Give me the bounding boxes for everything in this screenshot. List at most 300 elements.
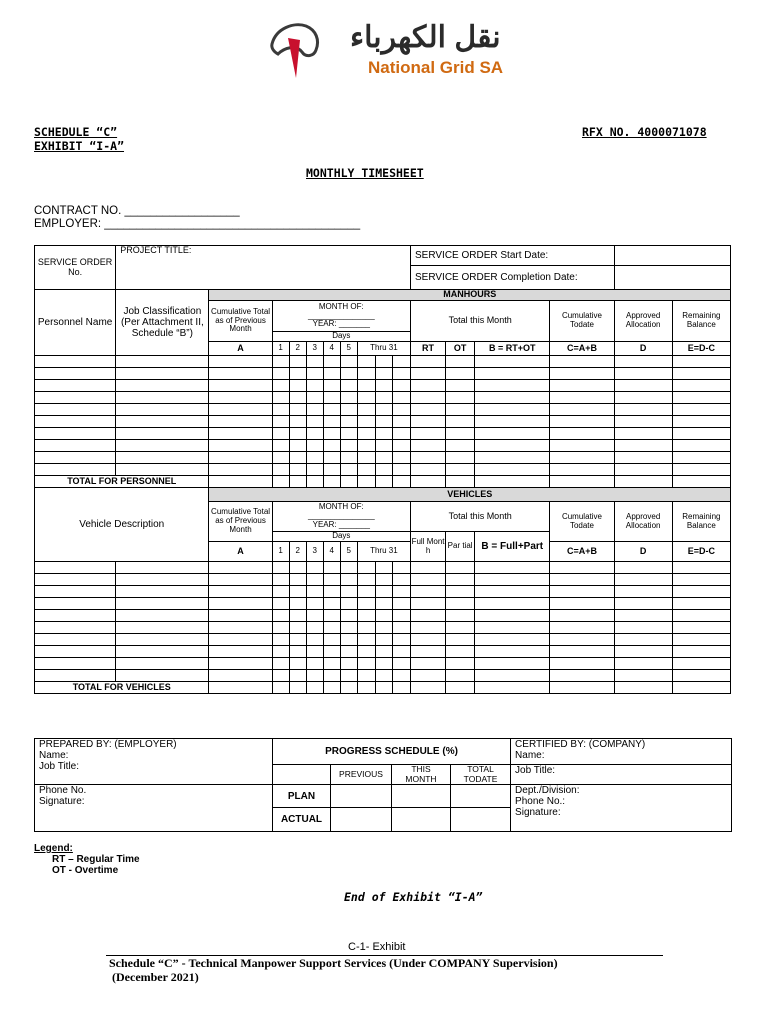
entry-cell[interactable] [340, 356, 357, 368]
entry-cell[interactable] [375, 428, 392, 440]
entry-cell[interactable] [306, 598, 323, 610]
entry-cell[interactable] [446, 610, 475, 622]
entry-cell[interactable] [289, 380, 306, 392]
entry-cell[interactable] [340, 586, 357, 598]
entry-cell[interactable] [289, 416, 306, 428]
entry-cell[interactable] [289, 452, 306, 464]
entry-cell[interactable] [392, 404, 410, 416]
entry-cell[interactable] [272, 670, 289, 682]
entry-cell[interactable] [672, 428, 730, 440]
entry-cell[interactable] [323, 658, 340, 670]
entry-cell[interactable] [550, 356, 614, 368]
actual-previous-cell[interactable] [331, 808, 392, 832]
entry-cell[interactable] [446, 586, 475, 598]
entry-cell[interactable] [475, 670, 550, 682]
total-cell[interactable] [392, 476, 410, 488]
entry-cell[interactable] [116, 428, 209, 440]
entry-cell[interactable] [272, 658, 289, 670]
entry-cell[interactable] [411, 416, 446, 428]
entry-cell[interactable] [289, 464, 306, 476]
entry-cell[interactable] [323, 452, 340, 464]
entry-cell[interactable] [35, 392, 116, 404]
entry-cell[interactable] [411, 368, 446, 380]
entry-cell[interactable] [323, 598, 340, 610]
entry-cell[interactable] [306, 658, 323, 670]
entry-cell[interactable] [306, 368, 323, 380]
entry-cell[interactable] [35, 356, 116, 368]
entry-cell[interactable] [306, 356, 323, 368]
entry-cell[interactable] [209, 574, 272, 586]
total-cell[interactable] [475, 682, 550, 694]
entry-cell[interactable] [672, 380, 730, 392]
entry-cell[interactable] [357, 380, 375, 392]
entry-cell[interactable] [411, 428, 446, 440]
entry-cell[interactable] [672, 610, 730, 622]
total-cell[interactable] [272, 476, 289, 488]
entry-cell[interactable] [357, 574, 375, 586]
entry-cell[interactable] [209, 598, 272, 610]
entry-cell[interactable] [614, 392, 672, 404]
actual-this-month-cell[interactable] [392, 808, 451, 832]
entry-cell[interactable] [411, 658, 446, 670]
entry-cell[interactable] [323, 392, 340, 404]
entry-cell[interactable] [392, 380, 410, 392]
entry-cell[interactable] [357, 452, 375, 464]
entry-cell[interactable] [340, 670, 357, 682]
entry-cell[interactable] [209, 634, 272, 646]
certified-job-title-field[interactable]: Job Title: [511, 765, 732, 785]
entry-cell[interactable] [306, 670, 323, 682]
entry-cell[interactable] [446, 356, 475, 368]
entry-cell[interactable] [614, 562, 672, 574]
entry-cell[interactable] [357, 404, 375, 416]
entry-cell[interactable] [209, 586, 272, 598]
entry-cell[interactable] [116, 574, 209, 586]
entry-cell[interactable] [323, 622, 340, 634]
entry-cell[interactable] [289, 404, 306, 416]
entry-cell[interactable] [116, 634, 209, 646]
entry-cell[interactable] [306, 634, 323, 646]
entry-cell[interactable] [446, 428, 475, 440]
total-cell[interactable] [411, 682, 446, 694]
entry-cell[interactable] [357, 440, 375, 452]
entry-cell[interactable] [375, 670, 392, 682]
entry-cell[interactable] [116, 670, 209, 682]
entry-cell[interactable] [375, 368, 392, 380]
entry-cell[interactable] [375, 464, 392, 476]
contract-field[interactable]: CONTRACT NO. __________________ [34, 205, 240, 217]
entry-cell[interactable] [614, 380, 672, 392]
entry-cell[interactable] [614, 610, 672, 622]
entry-cell[interactable] [392, 464, 410, 476]
entry-cell[interactable] [614, 634, 672, 646]
entry-cell[interactable] [340, 452, 357, 464]
entry-cell[interactable] [550, 452, 614, 464]
entry-cell[interactable] [392, 586, 410, 598]
entry-cell[interactable] [614, 586, 672, 598]
entry-cell[interactable] [116, 646, 209, 658]
entry-cell[interactable] [392, 574, 410, 586]
entry-cell[interactable] [550, 440, 614, 452]
entry-cell[interactable] [35, 464, 116, 476]
entry-cell[interactable] [672, 440, 730, 452]
entry-cell[interactable] [306, 464, 323, 476]
total-cell[interactable] [672, 476, 730, 488]
entry-cell[interactable] [446, 368, 475, 380]
entry-cell[interactable] [289, 562, 306, 574]
entry-cell[interactable] [392, 428, 410, 440]
entry-cell[interactable] [340, 416, 357, 428]
total-cell[interactable] [323, 682, 340, 694]
total-cell[interactable] [340, 682, 357, 694]
entry-cell[interactable] [475, 586, 550, 598]
entry-cell[interactable] [116, 658, 209, 670]
entry-cell[interactable] [672, 658, 730, 670]
entry-cell[interactable] [392, 610, 410, 622]
entry-cell[interactable] [306, 646, 323, 658]
entry-cell[interactable] [289, 658, 306, 670]
entry-cell[interactable] [614, 440, 672, 452]
entry-cell[interactable] [672, 622, 730, 634]
entry-cell[interactable] [272, 464, 289, 476]
entry-cell[interactable] [446, 634, 475, 646]
entry-cell[interactable] [672, 368, 730, 380]
entry-cell[interactable] [306, 562, 323, 574]
plan-total-todate-cell[interactable] [451, 785, 511, 808]
entry-cell[interactable] [375, 646, 392, 658]
entry-cell[interactable] [116, 380, 209, 392]
entry-cell[interactable] [411, 452, 446, 464]
entry-cell[interactable] [550, 428, 614, 440]
entry-cell[interactable] [614, 598, 672, 610]
entry-cell[interactable] [209, 562, 272, 574]
entry-cell[interactable] [323, 464, 340, 476]
entry-cell[interactable] [209, 368, 272, 380]
entry-cell[interactable] [272, 634, 289, 646]
entry-cell[interactable] [475, 404, 550, 416]
entry-cell[interactable] [550, 562, 614, 574]
project-title-field[interactable]: PROJECT TITLE: [116, 246, 411, 290]
total-cell[interactable] [209, 476, 272, 488]
entry-cell[interactable] [209, 646, 272, 658]
entry-cell[interactable] [357, 586, 375, 598]
entry-cell[interactable] [323, 574, 340, 586]
entry-cell[interactable] [272, 392, 289, 404]
entry-cell[interactable] [323, 404, 340, 416]
entry-cell[interactable] [375, 610, 392, 622]
entry-cell[interactable] [614, 404, 672, 416]
entry-cell[interactable] [614, 416, 672, 428]
entry-cell[interactable] [323, 356, 340, 368]
entry-cell[interactable] [357, 658, 375, 670]
entry-cell[interactable] [340, 392, 357, 404]
entry-cell[interactable] [475, 380, 550, 392]
entry-cell[interactable] [392, 634, 410, 646]
entry-cell[interactable] [35, 452, 116, 464]
entry-cell[interactable] [357, 610, 375, 622]
entry-cell[interactable] [35, 380, 116, 392]
entry-cell[interactable] [446, 464, 475, 476]
entry-cell[interactable] [116, 416, 209, 428]
entry-cell[interactable] [550, 670, 614, 682]
entry-cell[interactable] [475, 416, 550, 428]
year-label[interactable]: YEAR: _______ [312, 319, 370, 329]
entry-cell[interactable] [411, 404, 446, 416]
entry-cell[interactable] [475, 440, 550, 452]
entry-cell[interactable] [289, 574, 306, 586]
entry-cell[interactable] [272, 598, 289, 610]
entry-cell[interactable] [340, 658, 357, 670]
entry-cell[interactable] [209, 416, 272, 428]
entry-cell[interactable] [289, 356, 306, 368]
entry-cell[interactable] [375, 562, 392, 574]
entry-cell[interactable] [209, 658, 272, 670]
entry-cell[interactable] [446, 404, 475, 416]
entry-cell[interactable] [446, 380, 475, 392]
entry-cell[interactable] [446, 670, 475, 682]
entry-cell[interactable] [289, 634, 306, 646]
entry-cell[interactable] [375, 634, 392, 646]
entry-cell[interactable] [392, 356, 410, 368]
entry-cell[interactable] [306, 574, 323, 586]
total-cell[interactable] [672, 682, 730, 694]
entry-cell[interactable] [340, 574, 357, 586]
entry-cell[interactable] [289, 610, 306, 622]
total-cell[interactable] [357, 682, 375, 694]
entry-cell[interactable] [357, 356, 375, 368]
entry-cell[interactable] [209, 622, 272, 634]
entry-cell[interactable] [116, 598, 209, 610]
entry-cell[interactable] [392, 392, 410, 404]
total-cell[interactable] [411, 476, 446, 488]
entry-cell[interactable] [306, 610, 323, 622]
total-cell[interactable] [375, 476, 392, 488]
total-cell[interactable] [475, 476, 550, 488]
entry-cell[interactable] [672, 646, 730, 658]
certified-signature-field[interactable]: Signature: [515, 807, 561, 818]
entry-cell[interactable] [475, 452, 550, 464]
entry-cell[interactable] [375, 622, 392, 634]
so-start-date-field[interactable] [614, 246, 730, 266]
entry-cell[interactable] [411, 670, 446, 682]
entry-cell[interactable] [272, 368, 289, 380]
entry-cell[interactable] [614, 356, 672, 368]
entry-cell[interactable] [272, 610, 289, 622]
entry-cell[interactable] [446, 452, 475, 464]
entry-cell[interactable] [289, 622, 306, 634]
entry-cell[interactable] [672, 404, 730, 416]
entry-cell[interactable] [209, 356, 272, 368]
entry-cell[interactable] [392, 598, 410, 610]
entry-cell[interactable] [289, 598, 306, 610]
entry-cell[interactable] [306, 428, 323, 440]
entry-cell[interactable] [340, 368, 357, 380]
entry-cell[interactable] [306, 380, 323, 392]
entry-cell[interactable] [323, 380, 340, 392]
entry-cell[interactable] [340, 464, 357, 476]
total-cell[interactable] [446, 476, 475, 488]
entry-cell[interactable] [475, 464, 550, 476]
entry-cell[interactable] [306, 404, 323, 416]
vehicle-month-of-line[interactable]: _______________ [307, 511, 375, 521]
entry-cell[interactable] [35, 670, 116, 682]
entry-cell[interactable] [35, 598, 116, 610]
entry-cell[interactable] [475, 622, 550, 634]
entry-cell[interactable] [475, 562, 550, 574]
entry-cell[interactable] [357, 464, 375, 476]
entry-cell[interactable] [116, 440, 209, 452]
prepared-name-field[interactable]: Name: [39, 750, 69, 761]
entry-cell[interactable] [340, 440, 357, 452]
entry-cell[interactable] [672, 586, 730, 598]
entry-cell[interactable] [550, 610, 614, 622]
entry-cell[interactable] [446, 392, 475, 404]
entry-cell[interactable] [550, 574, 614, 586]
entry-cell[interactable] [35, 646, 116, 658]
entry-cell[interactable] [35, 622, 116, 634]
entry-cell[interactable] [116, 622, 209, 634]
entry-cell[interactable] [272, 574, 289, 586]
actual-total-todate-cell[interactable] [451, 808, 511, 832]
entry-cell[interactable] [323, 368, 340, 380]
entry-cell[interactable] [550, 622, 614, 634]
entry-cell[interactable] [340, 428, 357, 440]
certified-name-field[interactable]: Name: [515, 750, 545, 761]
entry-cell[interactable] [289, 392, 306, 404]
entry-cell[interactable] [357, 646, 375, 658]
entry-cell[interactable] [289, 440, 306, 452]
entry-cell[interactable] [35, 368, 116, 380]
entry-cell[interactable] [475, 610, 550, 622]
entry-cell[interactable] [411, 380, 446, 392]
entry-cell[interactable] [272, 562, 289, 574]
total-cell[interactable] [392, 682, 410, 694]
entry-cell[interactable] [323, 610, 340, 622]
entry-cell[interactable] [289, 646, 306, 658]
entry-cell[interactable] [672, 634, 730, 646]
entry-cell[interactable] [340, 634, 357, 646]
entry-cell[interactable] [411, 562, 446, 574]
entry-cell[interactable] [411, 598, 446, 610]
entry-cell[interactable] [475, 356, 550, 368]
entry-cell[interactable] [446, 562, 475, 574]
entry-cell[interactable] [323, 416, 340, 428]
entry-cell[interactable] [35, 428, 116, 440]
entry-cell[interactable] [550, 586, 614, 598]
entry-cell[interactable] [614, 574, 672, 586]
entry-cell[interactable] [411, 464, 446, 476]
entry-cell[interactable] [340, 380, 357, 392]
vehicle-year-label[interactable]: YEAR: _______ [312, 519, 370, 529]
entry-cell[interactable] [475, 634, 550, 646]
entry-cell[interactable] [672, 356, 730, 368]
entry-cell[interactable] [392, 670, 410, 682]
entry-cell[interactable] [672, 464, 730, 476]
total-cell[interactable] [306, 682, 323, 694]
plan-previous-cell[interactable] [331, 785, 392, 808]
entry-cell[interactable] [116, 368, 209, 380]
entry-cell[interactable] [411, 622, 446, 634]
entry-cell[interactable] [392, 440, 410, 452]
entry-cell[interactable] [289, 428, 306, 440]
entry-cell[interactable] [340, 562, 357, 574]
entry-cell[interactable] [323, 646, 340, 658]
entry-cell[interactable] [392, 416, 410, 428]
entry-cell[interactable] [357, 622, 375, 634]
entry-cell[interactable] [672, 562, 730, 574]
entry-cell[interactable] [116, 452, 209, 464]
total-cell[interactable] [614, 476, 672, 488]
total-cell[interactable] [614, 682, 672, 694]
entry-cell[interactable] [411, 634, 446, 646]
entry-cell[interactable] [550, 598, 614, 610]
entry-cell[interactable] [446, 574, 475, 586]
entry-cell[interactable] [392, 368, 410, 380]
total-cell[interactable] [323, 476, 340, 488]
entry-cell[interactable] [272, 452, 289, 464]
entry-cell[interactable] [116, 562, 209, 574]
entry-cell[interactable] [35, 574, 116, 586]
entry-cell[interactable] [116, 404, 209, 416]
entry-cell[interactable] [672, 392, 730, 404]
entry-cell[interactable] [375, 392, 392, 404]
entry-cell[interactable] [411, 646, 446, 658]
entry-cell[interactable] [272, 404, 289, 416]
entry-cell[interactable] [116, 464, 209, 476]
entry-cell[interactable] [446, 598, 475, 610]
entry-cell[interactable] [306, 416, 323, 428]
entry-cell[interactable] [475, 392, 550, 404]
entry-cell[interactable] [209, 440, 272, 452]
entry-cell[interactable] [614, 464, 672, 476]
entry-cell[interactable] [357, 368, 375, 380]
entry-cell[interactable] [357, 670, 375, 682]
entry-cell[interactable] [672, 574, 730, 586]
entry-cell[interactable] [340, 610, 357, 622]
entry-cell[interactable] [35, 416, 116, 428]
entry-cell[interactable] [116, 356, 209, 368]
entry-cell[interactable] [375, 598, 392, 610]
entry-cell[interactable] [550, 404, 614, 416]
entry-cell[interactable] [35, 610, 116, 622]
entry-cell[interactable] [35, 586, 116, 598]
entry-cell[interactable] [392, 452, 410, 464]
entry-cell[interactable] [392, 562, 410, 574]
entry-cell[interactable] [614, 452, 672, 464]
entry-cell[interactable] [289, 586, 306, 598]
certified-phone-field[interactable]: Phone No.: [515, 796, 566, 807]
total-cell[interactable] [289, 682, 306, 694]
entry-cell[interactable] [357, 562, 375, 574]
entry-cell[interactable] [614, 368, 672, 380]
prepared-job-title-field[interactable]: Job Title: [39, 761, 80, 772]
entry-cell[interactable] [357, 392, 375, 404]
entry-cell[interactable] [411, 586, 446, 598]
entry-cell[interactable] [357, 428, 375, 440]
entry-cell[interactable] [446, 622, 475, 634]
entry-cell[interactable] [411, 392, 446, 404]
total-cell[interactable] [375, 682, 392, 694]
entry-cell[interactable] [550, 464, 614, 476]
entry-cell[interactable] [446, 440, 475, 452]
entry-cell[interactable] [340, 646, 357, 658]
certified-dept-field[interactable]: Dept./Division: [515, 785, 580, 796]
entry-cell[interactable] [35, 404, 116, 416]
prepared-signature-field[interactable]: Signature: [39, 796, 85, 807]
entry-cell[interactable] [550, 392, 614, 404]
entry-cell[interactable] [340, 598, 357, 610]
entry-cell[interactable] [340, 622, 357, 634]
